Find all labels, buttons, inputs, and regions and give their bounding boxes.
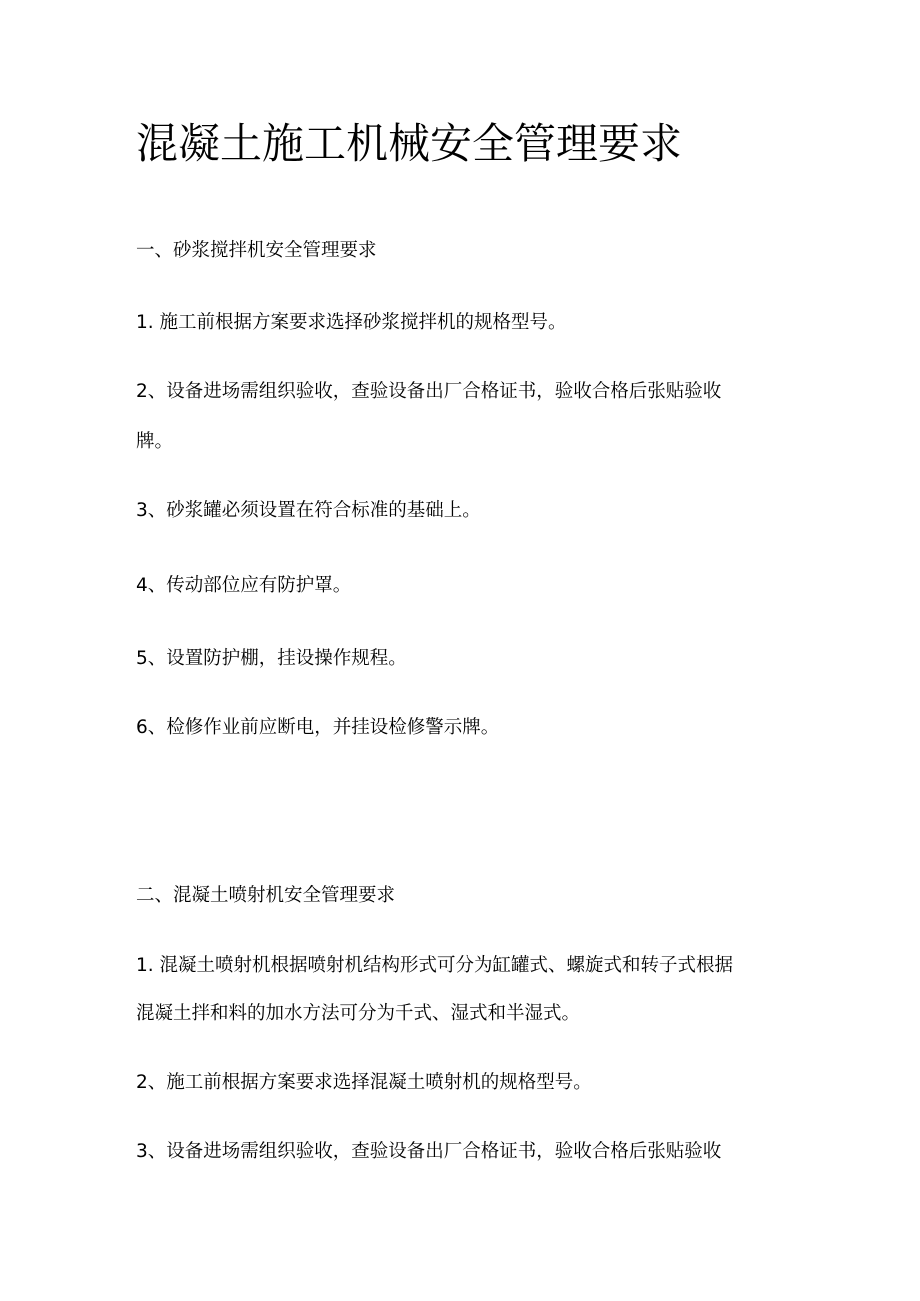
section-1-item-2-line-2: 牌。 xyxy=(136,431,174,452)
section-2-item-1-line-1: 1. 混凝土喷射机根据喷射机结构形式可分为缸罐式、螺旋式和转子式根据 xyxy=(136,955,734,976)
section-1-item-3: 3、砂浆罐必须设置在符合标准的基础上。 xyxy=(136,500,481,521)
section-1-item-5: 5、设置防护棚，挂设操作规程。 xyxy=(136,648,407,669)
section-2-item-2: 2、施工前根据方案要求选择混凝土喷射机的规格型号。 xyxy=(136,1072,592,1093)
section-1-heading: 一、砂浆搅拌机安全管理要求 xyxy=(136,240,377,261)
section-1-item-6: 6、检修作业前应断电，并挂设检修警示牌。 xyxy=(136,717,500,738)
document-title: 混凝土施工机械安全管理要求 xyxy=(136,119,683,168)
section-1-item-2-line-1: 2、设备进场需组织验收，查验设备出厂合格证书，验收合格后张贴验收 xyxy=(136,381,722,402)
section-2-item-3-line-1: 3、设备进场需组织验收，查验设备出厂合格证书，验收合格后张贴验收 xyxy=(136,1141,722,1162)
section-2-heading: 二、混凝土喷射机安全管理要求 xyxy=(136,885,396,906)
section-1-item-1: 1. 施工前根据方案要求选择砂浆搅拌机的规格型号。 xyxy=(136,312,567,333)
section-1-item-4: 4、传动部位应有防护罩。 xyxy=(136,575,352,596)
section-2-item-1-line-2: 混凝土拌和料的加水方法可分为千式、湿式和半湿式。 xyxy=(136,1003,581,1024)
